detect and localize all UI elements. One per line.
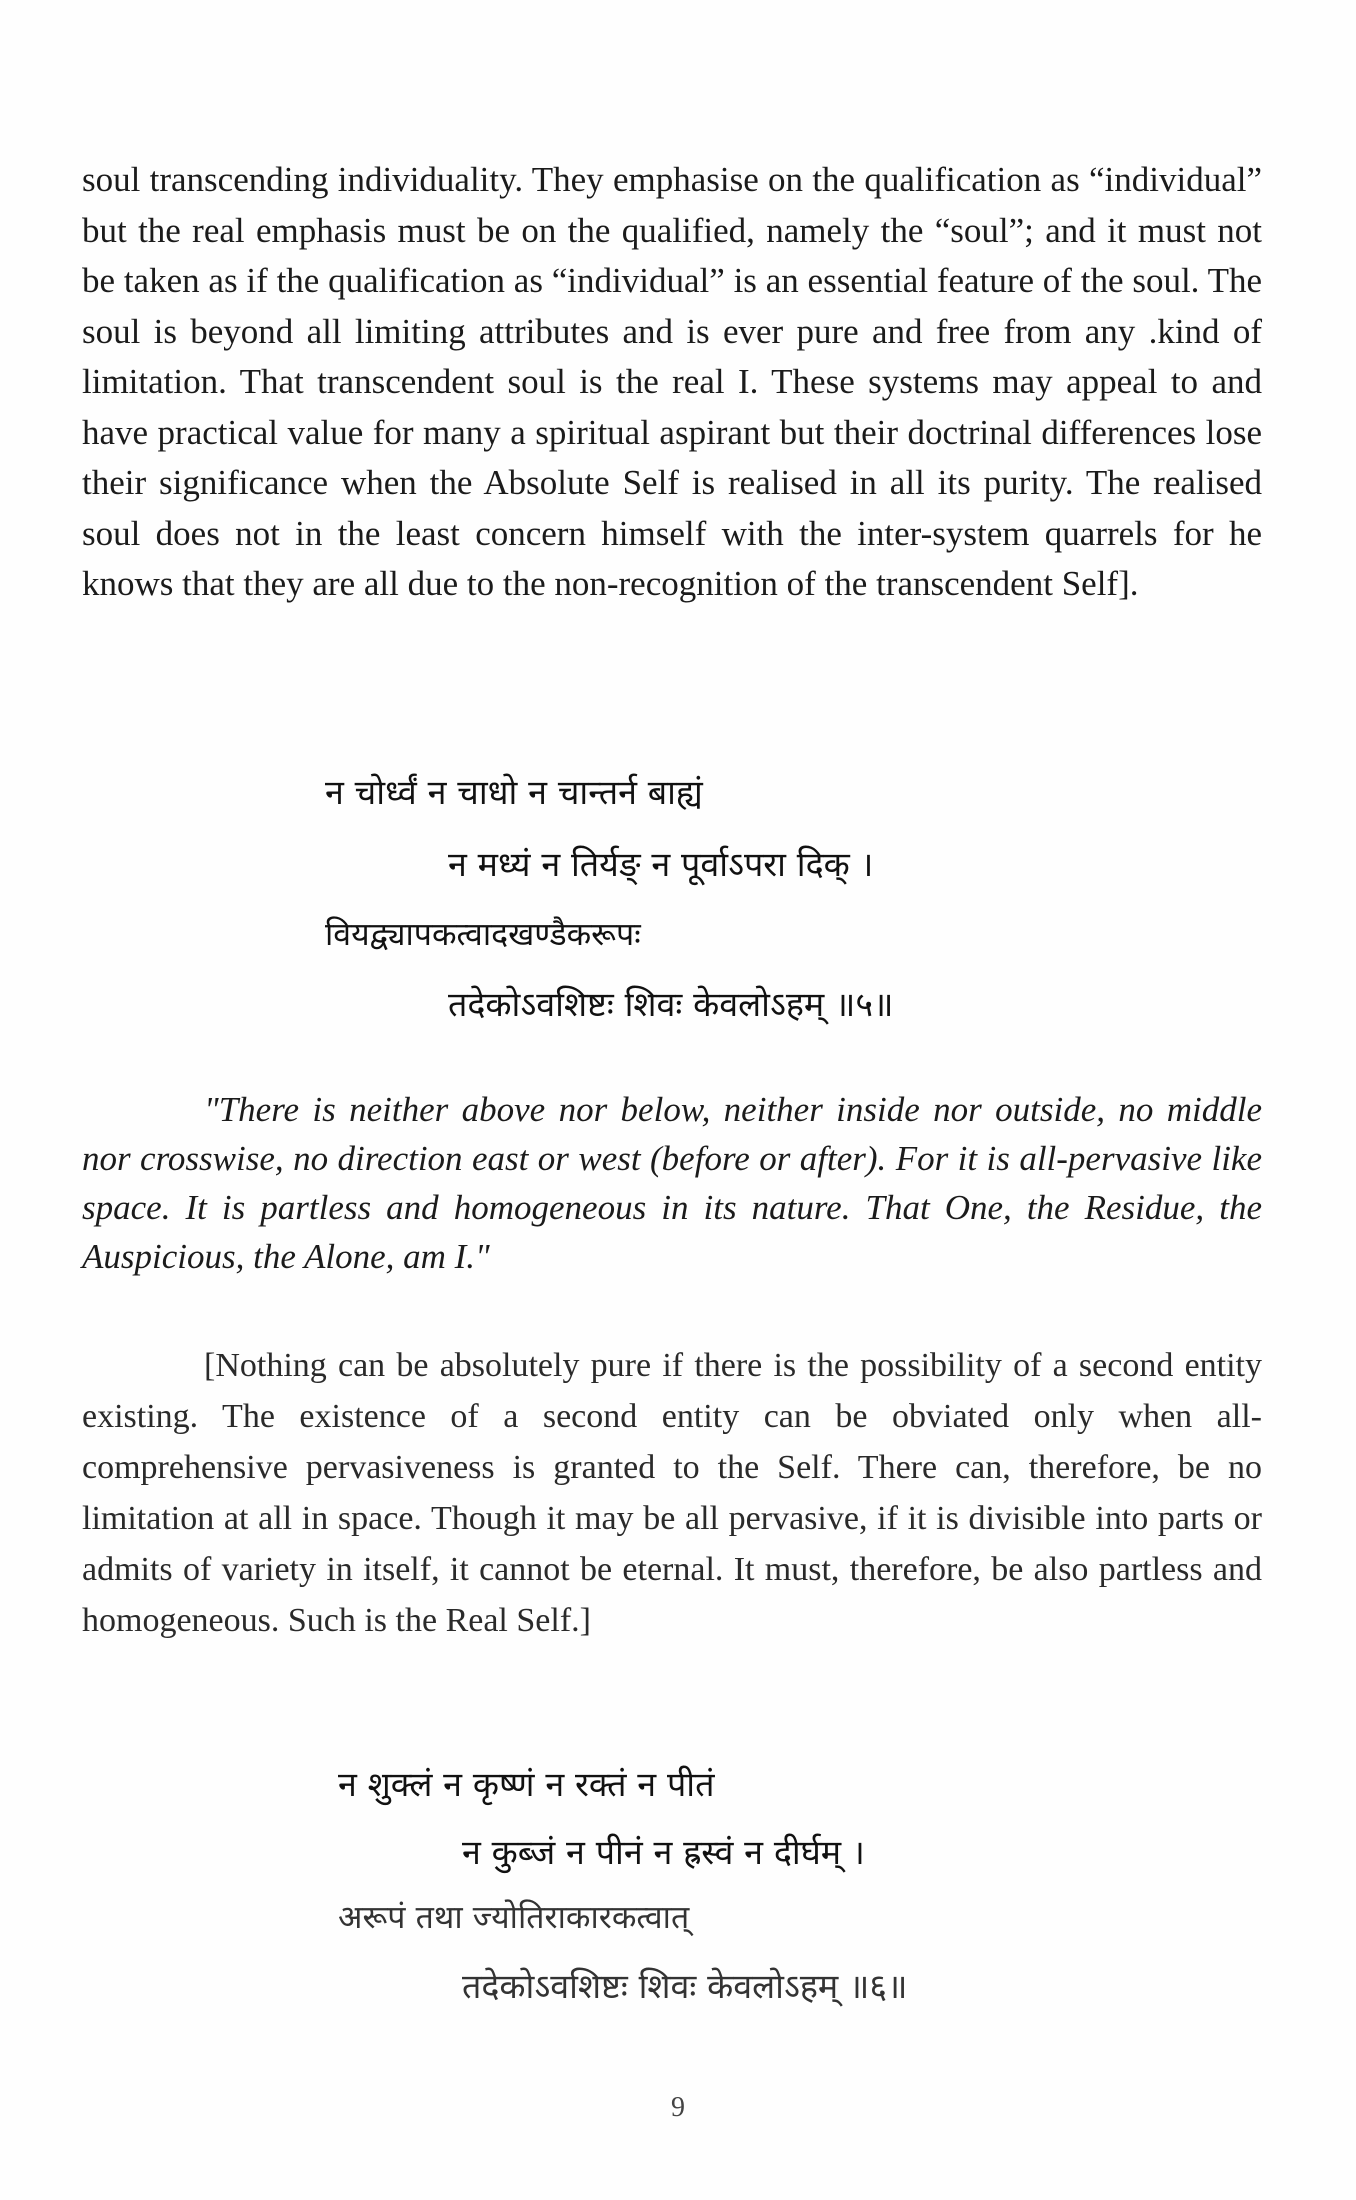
verse-5-line-1: न चोर्ध्वं न चाधो न चान्तर्न बाह्यं: [325, 773, 703, 813]
verse-6-line-2: न कुब्जं न पीनं न ह्रस्वं न दीर्घम् ।: [462, 1833, 865, 1873]
verse-5-line-2: न मध्यं न तिर्यङ्‌ न पूर्वाऽपरा दिक् ।: [448, 845, 874, 885]
verse-6-line-1: न शुक्लं न कृष्णं न रक्तं न पीतं: [338, 1765, 715, 1805]
verse-5-line-3: वियद्व्यापकत्वादखण्डैकरूपः: [325, 915, 641, 953]
translation-verse-5: "There is neither above nor below, neither inside nor outside, no middle nor crosswise, no direction east or west (before or after). For it is all-pervasive like space. It is partless and homogeneous in its nature. That One, the Residue, the Auspicious, the Alone, am I.": [82, 1090, 1262, 1276]
verse-5-line-4: तदेकोऽवशिष्टः शिवः केवलोऽहम् ॥५॥: [448, 985, 894, 1025]
verse-6-line-3: अरूपं तथा ज्योतिराकारकत्वात्: [338, 1898, 690, 1936]
verse-6-line-4: तदेकोऽवशिष्टः शिवः केवलोऽहम् ॥६॥: [462, 1967, 908, 2007]
page-number: 9: [671, 2092, 685, 2123]
commentary-paragraph-2: [Nothing can be absolutely pure if there is the possibility of a second entity existing. The existence of a second entity can be obviated only when all-comprehensive pervasiveness is granted to the Self. There can, therefore, be no limitation at all in space. Though it may be all pervasive, if it is divisible into parts or admits of variety in itself, it cannot be eternal. It must, therefore, be also partless and homogeneous. Such is the Real Self.]: [82, 1347, 1262, 1639]
commentary-paragraph-1: soul transcending individuality. They emphasise on the qualification as “individual” but the real emphasis must be on the qualified, namely the “soul”; and it must not be taken as if the qualification as “individual” is an essential feature of the soul. The soul is beyond all limiting attributes and is ever pure and free from any .kind of limitation. That transcendent soul is the real I. These systems may appeal to and have practical value for many a spiritual aspirant but their doctrinal differences lose their significance when the Absolute Self is realised in all its purity. The realised soul does not in the least concern himself with the inter-system quarrels for he knows that they are all due to the non-recognition of the transcendent Self].: [82, 160, 1262, 603]
